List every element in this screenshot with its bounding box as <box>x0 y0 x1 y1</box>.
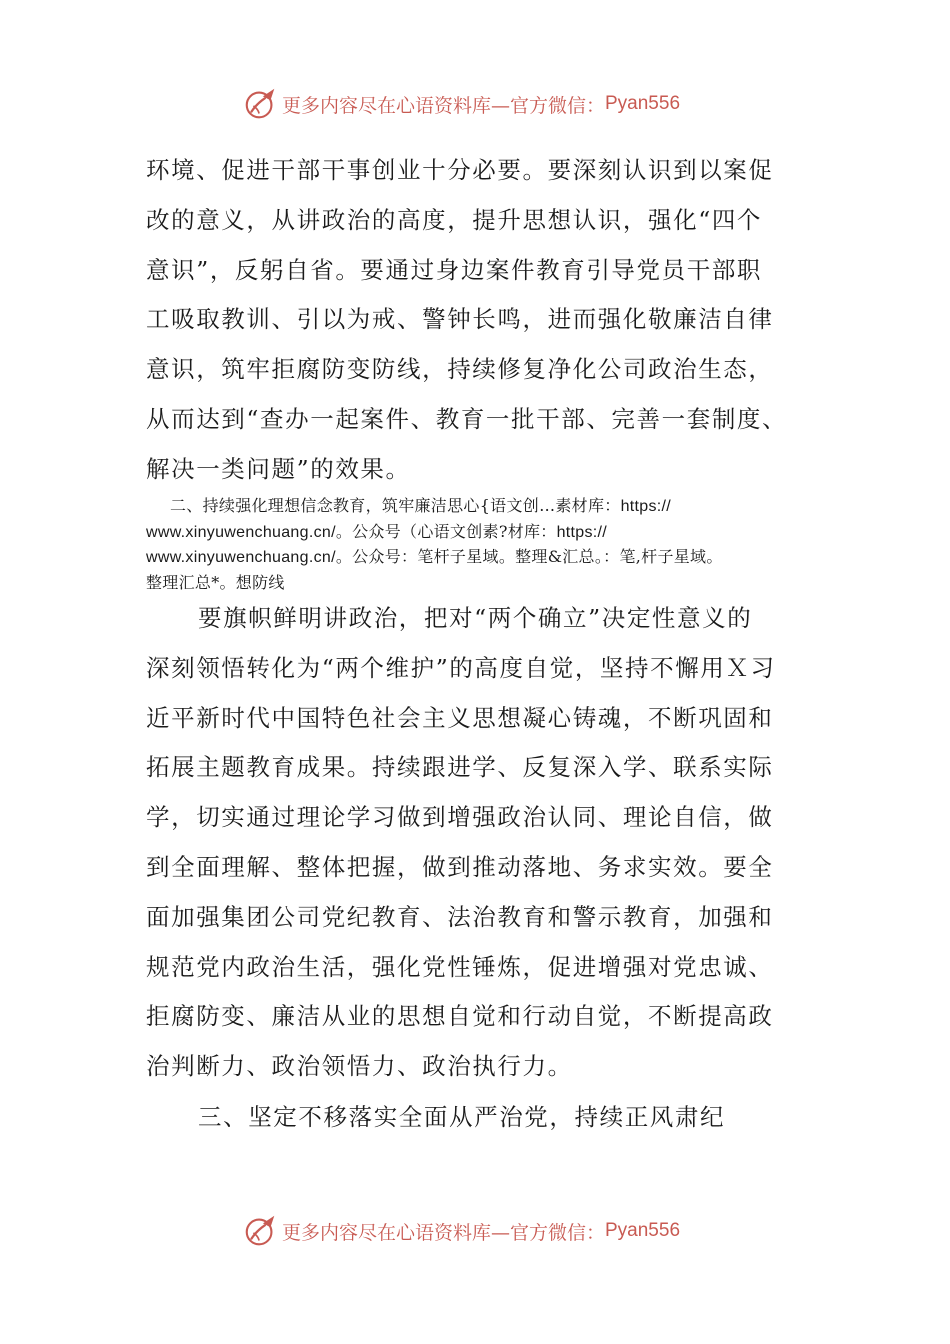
heading-line <box>146 571 810 596</box>
text-line: 要旗帜鲜明讲政治，把对“两个确立”决定性意义的 <box>198 604 753 632</box>
text-line: 拓展主题教育成果。持续跟进学、反复深入学、联系实际 <box>146 753 774 782</box>
pen-logo-icon <box>242 85 280 123</box>
heading-line <box>146 545 810 571</box>
text-line: 近平新时代中国特色社会主义思想凝心铸魂，不断巩固和 <box>146 703 774 732</box>
text-line: 工吸取教训、引以为戒、警钟长鸣，进而强化敬廉洁自律 <box>146 305 774 334</box>
text-line: 深刻领悟转化为“两个维护”的高度自觉，坚持不懈用Ｘ习 <box>146 653 776 682</box>
watermark-handle: Pyan556 <box>605 93 681 114</box>
watermark-text: 更多内容尽在心语资料库—官方微信： <box>281 1221 605 1244</box>
url-text: www.xinyuwenchuang.cn/ <box>146 523 336 541</box>
heading-line <box>146 494 810 520</box>
heading-line <box>146 520 810 546</box>
paragraph-1 <box>146 146 810 495</box>
url-text: https:// <box>556 523 608 541</box>
text-line: 拒腐防变、廉洁从业的思想自觉和行动自觉，不断提高政 <box>146 1002 774 1031</box>
text-line: 面加强集团公司党纪教育、法治教育和警示教育，加强和 <box>146 902 774 931</box>
text-line: 环境、促进干部干事创业十分必要。要深刻认识到以案促 <box>146 156 774 184</box>
section-2-heading <box>146 494 810 595</box>
text-line: 改的意义，从讲政治的高度，提升思想认识，强化“四个 <box>146 205 763 234</box>
watermark-handle: Pyan556 <box>605 1220 681 1241</box>
header-watermark <box>0 84 950 124</box>
url-text: www.xinyuwenchuang.cn/ <box>146 549 336 567</box>
text-line: 学，切实通过理论学习做到增强政治认同、理论自信，做 <box>146 803 774 832</box>
text-line: 意识”，反躬自省。要通过身边案件教育引导党员干部职 <box>146 255 763 284</box>
text-line: 到全面理解、整体把握，做到推动落地、务求实效。要全 <box>146 852 774 881</box>
text-line: 意识，筑牢拒腐防变防线，持续修复净化公司政治生态， <box>146 355 774 384</box>
footer-watermark <box>0 1211 950 1251</box>
text-line: 从而达到“查办一起案件、教育一批干部、完善一套制度、 <box>146 404 788 433</box>
text-line: 解决一类问题”的效果。 <box>146 454 411 483</box>
heading-text: 整理汇总*。想防线 <box>146 572 285 592</box>
text-line: 规范党内政治生活，强化党性锤炼，促进增强对党忠诚、 <box>146 952 774 981</box>
text-line: 治判断力、政治领悟力、政治执行力。 <box>146 1052 573 1081</box>
watermark-text: 更多内容尽在心语资料库—官方微信： <box>281 94 605 117</box>
paragraph-2 <box>146 594 810 1092</box>
pen-logo-icon <box>242 1212 280 1250</box>
heading-text: 。公众号：笔杆子星域。整理&汇总。：笔,杆子星域。 <box>335 547 723 567</box>
heading-text: 。公众号（心语文创素?材库： <box>335 521 557 541</box>
section-3-heading: 三、坚定不移落实全面从严治党，持续正风肃纪 <box>198 1103 726 1131</box>
url-text: https:// <box>620 498 672 515</box>
heading-text: 二、持续强化理想信念教育，筑牢廉洁思心{语文创…素材库： <box>170 496 621 515</box>
